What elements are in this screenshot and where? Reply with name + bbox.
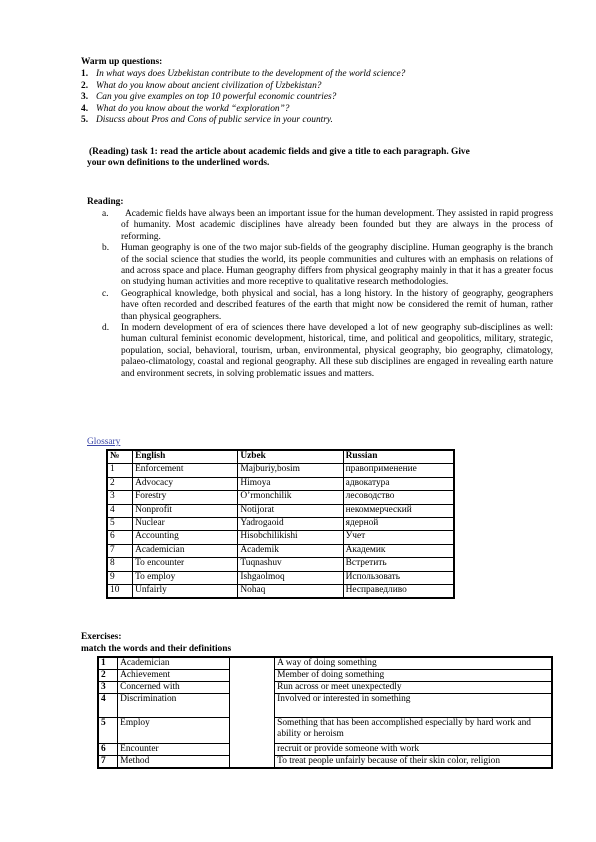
match-word: Achievement (118, 670, 230, 682)
glossary-body (107, 464, 454, 598)
english-term: Accounting (133, 531, 238, 544)
paragraph-letter: b. (102, 243, 110, 254)
table-row (107, 584, 454, 598)
english-term: To encounter (133, 558, 238, 571)
russian-term: адвокатура (343, 477, 454, 490)
row-number: 6 (107, 531, 133, 544)
match-word: Discrimination (118, 694, 230, 718)
row-number: 3 (107, 491, 133, 504)
answer-gap (229, 657, 274, 768)
match-word: Employ (118, 718, 230, 744)
exercises-title: Exercises: (81, 632, 122, 642)
question-text: What do you know about the workd “exploration”? (96, 103, 290, 114)
row-number: 5 (98, 718, 118, 744)
reading-paragraphs (102, 209, 553, 380)
russian-term: некоммерческий (343, 504, 454, 517)
row-number: 10 (107, 584, 133, 598)
match-word: Academician (118, 657, 230, 670)
paragraph-text: Academic fields have always been an important issue for the human development. They assisted in rapid progress of humanity. Most academic disciplines have already been founded but they are always in the process of reforming. (121, 209, 553, 242)
row-number: 9 (107, 571, 133, 584)
warmup-title: Warm up questions: (81, 57, 163, 67)
table-row (107, 464, 454, 477)
column-header: № (107, 450, 133, 464)
table-row (98, 718, 552, 744)
uzbek-term: Yadrogaoid (238, 517, 343, 530)
table-row (98, 682, 552, 694)
english-term: Nonprofit (133, 504, 238, 517)
uzbek-term: Notijorat (238, 504, 343, 517)
paragraph-text: Geographical knowledge, both physical and social, has a long history. In the history of geography, geographers have often recorded and described features of the earth that might now be considered the remit of human, rather than physical geographers. (121, 288, 553, 322)
row-number: 4 (107, 504, 133, 517)
russian-term: Несправедливо (343, 584, 454, 598)
russian-term: ядерной (343, 517, 454, 530)
row-number: 1 (98, 657, 118, 670)
question-text: Disucss about Pros and Cons of public service in your country. (96, 115, 333, 126)
row-number: 2 (98, 670, 118, 682)
table-header-row (107, 450, 454, 464)
list-item (81, 69, 541, 81)
table-row (107, 517, 454, 530)
english-term: Enforcement (133, 464, 238, 477)
paragraph-b (102, 243, 553, 289)
reading-title: Reading: (87, 197, 124, 207)
column-header: English (133, 450, 238, 464)
table-row (107, 544, 454, 557)
warmup-list (81, 69, 541, 127)
english-term: Advocacy (133, 477, 238, 490)
task-line-2: your own definitions to the underlined words. (87, 158, 270, 169)
row-number: 1 (107, 464, 133, 477)
list-item (81, 115, 541, 127)
russian-term: правоприменение (343, 464, 454, 477)
row-number: 2 (107, 477, 133, 490)
table-row (107, 531, 454, 544)
match-definition: To treat people unfairly because of their skin color, religion (275, 756, 552, 769)
match-definition: Something that has been accomplished especially by hard work and ability or heroism (275, 718, 552, 744)
paragraph-a (102, 209, 553, 243)
table-row (98, 657, 552, 670)
paragraph-d (102, 323, 553, 380)
table-row (107, 491, 454, 504)
russian-term: Встретить (343, 558, 454, 571)
paragraph-c (102, 289, 553, 323)
table-row (107, 477, 454, 490)
match-word: Method (118, 756, 230, 769)
task-instructions (87, 147, 553, 170)
paragraph-letter: d. (102, 323, 110, 334)
list-number: 4. (81, 103, 89, 114)
list-item (81, 81, 541, 93)
list-item (81, 92, 541, 104)
exercises-subtitle: match the words and their definitions (81, 644, 232, 654)
row-number: 4 (98, 694, 118, 718)
question-text: Can you give examples on top 10 powerful economic countries? (96, 92, 337, 103)
list-number: 1. (81, 69, 89, 79)
list-number: 5. (81, 115, 89, 126)
uzbek-term: Hisobchilikishi (238, 531, 343, 544)
row-number: 6 (98, 744, 118, 756)
column-header: Uzbek (238, 450, 343, 464)
table-row (98, 744, 552, 756)
uzbek-term: Himoya (238, 477, 343, 490)
table-row (107, 504, 454, 517)
english-term: Forestry (133, 491, 238, 504)
table-row (107, 558, 454, 571)
uzbek-term: Tuqnashuv (238, 558, 343, 571)
paragraph-letter: c. (102, 288, 109, 299)
task-line-1: (Reading) task 1: read the article about academic fields and give a title to each paragraph. Give (89, 147, 470, 157)
question-text: In what ways does Uzbekistan contribute to the development of the world science? (96, 69, 406, 79)
english-term: Academician (133, 544, 238, 557)
row-number: 3 (98, 682, 118, 694)
russian-term: лесоводство (343, 491, 454, 504)
english-term: To employ (133, 571, 238, 584)
match-definition: Member of doing something (275, 670, 552, 682)
glossary-table (106, 449, 455, 599)
question-text: What do you know about ancient civilization of Uzbekistan? (96, 80, 322, 91)
paragraph-letter: a. (102, 209, 109, 219)
english-term: Unfairly (133, 584, 238, 598)
table-row (98, 756, 552, 769)
table-row (107, 571, 454, 584)
russian-term: Учет (343, 531, 454, 544)
russian-term: Академик (343, 544, 454, 557)
uzbek-term: Nohaq (238, 584, 343, 598)
table-row (98, 694, 552, 718)
uzbek-term: Majburiy,bosim (238, 464, 343, 477)
paragraph-text: In modern development of era of sciences there have developed a lot of new geography sub-disciplines as well: human cultural feminist economic development, historical, time, and political and geopolitics, military, strategic, population, social, behavioral, tourism, urban, environmental, physical geography, bio geography, climatology, palaeo-climatology, coastal and regional geography. All these sub disciplines are engaged in revealing earth nature and environment secrets, in solving problematic issues and matters. (121, 323, 553, 379)
match-definition: Run across or meet unexpectedly (275, 682, 552, 694)
uzbek-term: O’rmonchilik (238, 491, 343, 504)
glossary-link[interactable]: Glossary (87, 437, 121, 447)
match-word: Encounter (118, 744, 230, 756)
row-number: 7 (98, 756, 118, 769)
paragraph-text: Human geography is one of the two major sub-fields of the geography discipline. Human geography is the branch of the social science that studies the world, its people communities and cultures with an emphasis on relations of and across space and place. Human geography differs from physical geography mainly in that it has a greater focus on studying human activities and more receptive to qualitative research methodologies. (121, 243, 553, 288)
list-number: 3. (81, 92, 89, 103)
match-definition: recruit or provide someone with work (275, 744, 552, 756)
column-header: Russian (343, 450, 454, 464)
row-number: 8 (107, 558, 133, 571)
match-definition: A way of doing something (275, 657, 552, 670)
matching-table (97, 656, 553, 769)
uzbek-term: Academik (238, 544, 343, 557)
matching-body (98, 657, 552, 768)
match-definition: Involved or interested in something (275, 694, 552, 718)
russian-term: Использовать (343, 571, 454, 584)
list-number: 2. (81, 80, 89, 91)
row-number: 7 (107, 544, 133, 557)
english-term: Nuclear (133, 517, 238, 530)
list-item (81, 104, 541, 116)
match-word: Concerned with (118, 682, 230, 694)
table-row (98, 670, 552, 682)
uzbek-term: Ishgaolmoq (238, 571, 343, 584)
row-number: 5 (107, 517, 133, 530)
